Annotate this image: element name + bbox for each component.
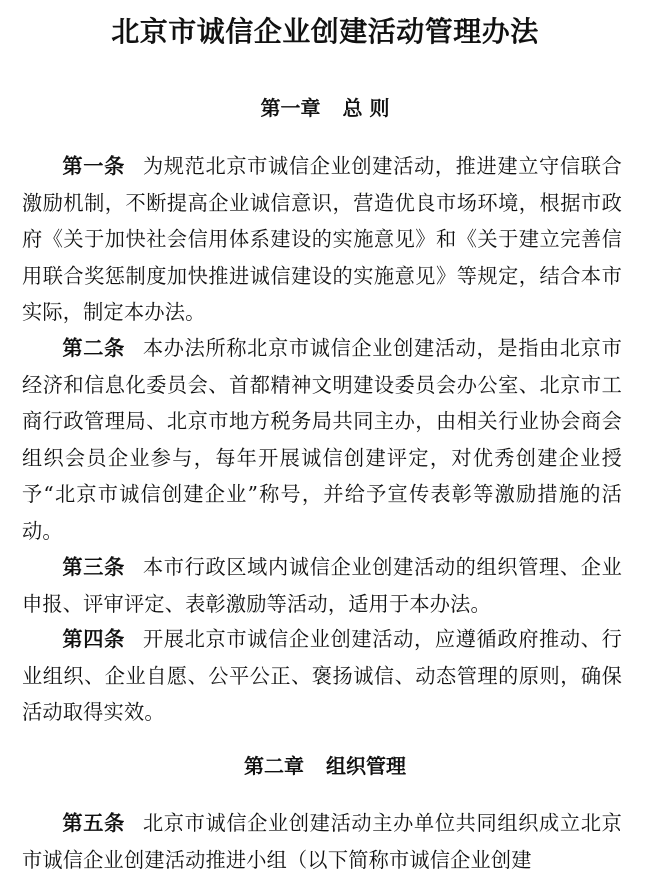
article-number: 第四条 [62,627,125,651]
chapter-name: 组织管理 [326,754,406,778]
article-number: 第三条 [62,555,125,579]
article-5 [22,805,622,877]
article-2 [22,330,622,549]
chapter-heading-2 [0,752,650,780]
article-text: 为规范北京市诚信企业创建活动，推进建立守信联合激励机制，不断提高企业诚信意识，营造优良市场环境，根据市政府《关于加快社会信用体系建设的实施意见》和《关于建立完善信用联合奖惩制度加快推进诚信建设的实施意见》等规定，结合本市实际，制定本办法。 [22,154,622,324]
article-text: 本办法所称北京市诚信企业创建活动，是指由北京市经济和信息化委员会、首都精神文明建设委员会办公室、北京市工商行政管理局、北京市地方税务局共同主办，由相关行业协会商会组织会员企业参与，每年开展诚信创建评定，对优秀创建企业授予“北京市诚信创建企业”称号，并给予宣传表彰等激励措施的活动。 [22,336,622,543]
article-text: 北京市诚信企业创建活动主办单位共同组织成立北京市诚信企业创建活动推进小组（以下简称市诚信企业创建 [22,811,622,872]
chapter-label: 第二章 [244,754,304,778]
chapter-heading-1 [0,94,650,122]
article-3 [22,549,622,622]
article-1 [22,148,622,331]
article-number: 第二条 [62,336,125,360]
article-text: 本市行政区域内诚信企业创建活动的组织管理、企业申报、评审评定、表彰激励等活动，适用于本办法。 [22,555,622,616]
chapter-name: 总 则 [342,96,390,120]
document-title: 北京市诚信企业创建活动管理办法 [111,15,539,48]
article-number: 第一条 [62,154,125,178]
chapter-label: 第一章 [260,96,321,120]
article-4 [22,621,622,731]
article-text: 开展北京市诚信企业创建活动，应遵循政府推动、行业组织、企业自愿、公平公正、褒扬诚信、动态管理的原则，确保活动取得实效。 [22,627,622,724]
article-number: 第五条 [62,811,125,835]
